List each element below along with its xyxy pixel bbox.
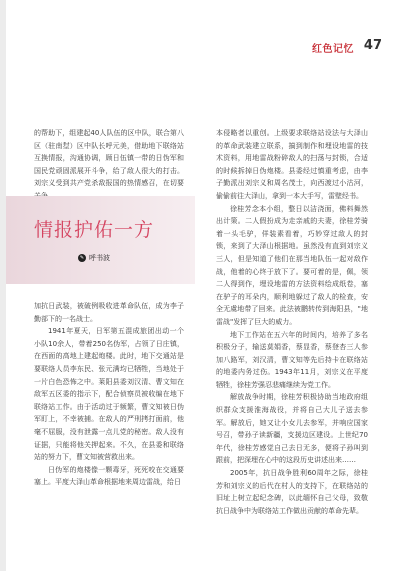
paragraph: 的帮助下，组建起40人队伍的区中队，联合第八区（驻南堼）区中队长呼元美，借助地下联络站互换情报，沟通协调，顾日伍镇一带的日伪军和国民党顽固派展开斗争，给了敌人很大的打击。刘宗义受到共产党杀敌报国的热情感召，在切要 xyxy=(34,129,184,188)
right-column xyxy=(216,127,368,517)
article-title: 情报护佑一方 xyxy=(34,219,155,241)
paragraph: 徐桂芳念本小组，整日以洁浇面，佛料舞然出计策。二人假扮成为走亲戚的夫妻，徐桂芳骑着一头毛驴，佯装素看着，巧妙穿过敌人的封锁，来到了大泽山根据地。虽然没有直到刘宗义三人，但是知道了他们在那当地队伍一起对敌作战，他着的心终于放下了。要可着的是，佩，领二人得到作，埋设地雷的方法资料绘成纸卷，塞在驴子的耳朵内，顺利地躲过了敌人的检查，安全无虞地带了回来。此法被鹏转传到海阳县，"地雷战"发挥了巨大的威力。 xyxy=(216,204,368,326)
paragraph: 2005年，抗日战争胜利60周年之际，徐桂芳和刘宗义的后代在村人的支持下，在联络站的旧址上树立起纪念碑，以此缅怀自己父母，致敬抗日战争中为联络站工作做出贡献的革命先辈。 xyxy=(216,469,368,515)
page-number: 47 xyxy=(363,38,382,53)
paragraph: 解放战争时期，徐桂芳积极协助当地政府组织群众支援淮海战役，并将自己大儿子送去参军。解放后，她又让小女儿去参军，并响应国家号召，带孙子读新疆，支援边区建设。上世纪70年代，徐桂芳感觉自己去日无多，便将子孙叫到跟前，把深埋在心中的这段历史讲述出来…… xyxy=(216,393,368,465)
left-column-top xyxy=(34,127,184,203)
section-label: 红色记忆 xyxy=(312,44,354,55)
writer-icon: ✎ xyxy=(79,255,85,261)
paragraph: 本侵略者以重创。上级要求联络站设法与大泽山的革命武装建立联系，搞到制作和埋设地雷的技术资料，用地雷战粉碎敌人的扫荡与封锁，合适的时候拆掉日伪炮楼。县委经过慎重考虑，由李子勤派出刘宗义和周名茂士，向西渡过小沽河，偷偷前往大泽山，拿到一本大手写，雷壁经书。 xyxy=(216,129,368,200)
paragraph: 地下工作站在五六年的时间内，培养了多名积极分子，输送莫娟香，蔡显香，蔡登杏三人参加八路军，刘汉清，曹文知等先后持卡在联络站的地委内务过伤。1943年11月，刘宗义在平度牺牲，徐桂芳强忍悲痛继续为党工作。 xyxy=(216,330,368,389)
byline xyxy=(78,253,110,263)
page-header xyxy=(0,0,400,70)
page-gutter xyxy=(0,0,6,571)
paragraph: 加抗日武装，被破例吸收进革命队伍，成为李子勤部下的一名战士。 xyxy=(34,302,184,323)
title-banner xyxy=(6,196,195,284)
paragraph: 1941年夏天，日军第五混成旅团出动一个小队10余人，带着250名伪军，占领了日庄镇，在西面的高地上建起炮楼。此时，地下交通站是要联络人员李东民、张元满均已牺牲，当地处于一片白色恐怖之中。莱阳县委刘汉清、曹文知在敌军五区委的指示下，配合侦察员被收编在地下联络站工作。由于活动过于频繁，曹文知被日伪军盯上，不幸被捕。在敌人的严刑拷打面前，他毫不屈服，没有泄露一点儿党的秘密。敌人没有证据，只能将他关押起来。不久，在县委和联络站的努力下，曹文知被营救出来。 xyxy=(34,327,184,462)
left-column-bottom xyxy=(34,300,184,489)
paragraph: 日伪军的炮楼像一颗毒牙，死死咬在交通要塞上。平度大泽山革命根据地来周边雷战，给日 xyxy=(34,465,184,487)
author-name: 呼书波 xyxy=(89,254,110,262)
